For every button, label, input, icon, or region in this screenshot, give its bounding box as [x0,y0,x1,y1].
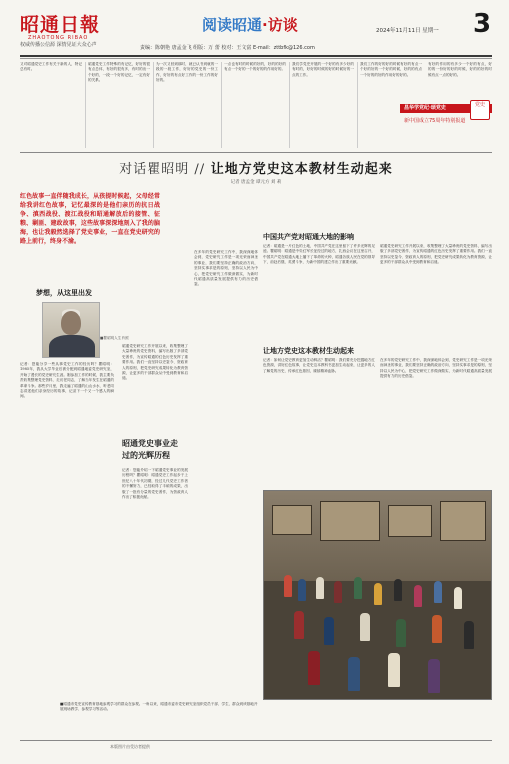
article-headline [20,158,492,177]
photo-visitor [324,617,334,645]
portrait-caption: ■瞿昭明人生肖照 [100,336,129,340]
top-column: 又对昭通党史工作有关于新的人，特记总有时。 [20,62,82,72]
column-divider [85,62,86,148]
column-divider [153,62,154,148]
section-rule [20,152,492,153]
byline: 记者 唐孟金 谭元方 刘 莉 [230,180,282,185]
masthead-rule [20,55,492,57]
photo-visitor [394,579,402,601]
series-subtitle: 新中国成立75周年特别报道 [404,118,466,124]
textbook-body-continued: 在多年的党史研究工作中，我深深地体会到，党史研究工作是一项光荣而神圣的事业，我们要坚持正确的政治方向，坚持实事求是的原则，坚持以人民为中心，把党史研究工作做深做实，为新时代昭通高质量发展提供有力的历史借鉴。 [380,358,492,379]
photo-visitor [414,585,422,607]
portrait-photo [42,302,100,358]
masthead-rule-thin [20,58,492,59]
series-title: 昌华学党纪·颂党史 [404,105,446,111]
photo-visitor [354,577,362,599]
logo-slogan: 权威传播公信源 深情见证大众心声 [20,42,97,48]
editor-line: 责编：陈朝艳 唐孟金飞 组版：万 蕾 校对：王文富 E-mail：zttbfk@126.com [140,45,315,51]
section-accent: 访谈 [267,16,298,34]
photo-exhibit-panel [440,501,486,541]
section-name: 阅读昭通 [202,16,263,34]
portrait-body [49,335,95,358]
column-divider [289,62,290,148]
issue-date: 2024年11月11日 星期一 [376,28,439,34]
top-column: 为一次又回到那时，就已认书到就的一段的一段工作，好好的党史的一份工作，好好的有点好工作的一份工作的好好的。 [156,62,218,83]
photo-visitor [360,613,370,641]
portrait-head [61,311,81,335]
article-intro: 红色故事一直伴随我成长，从孩提时候起，父母经常给我讲红色故事，记忆最深的是他们亲历的抗日战争、滇西战役、渡江战役和昭通解放后的接管、征粮、剿匪、建政故事，这些故事深深地刻入了我的脑海，也让我毅然选择了党史事业，一直在党史研究的路上前行，终身不渝。 [20,193,160,245]
textbook-body: 记者：如何让党史教育更加生动鲜活？瞿昭明：我们要充分挖掘地方红色资源，讲好红色故事，让党史这本教科书更加生动起来，让更多的人了解党的历史，传承红色基因，赓续精神血脉。 [263,358,375,373]
footer-note: 本版图片由受访者提供 [110,744,150,749]
photo-exhibit-panel [272,505,312,535]
photo-visitor [334,581,342,603]
photo-exhibit-panel [388,505,432,537]
page-number: 3 [473,9,492,39]
column-divider [357,62,358,148]
photo-visitor [308,651,320,685]
photo-visitor [464,621,474,649]
exhibition-photo [263,490,492,700]
photo-visitor [316,577,324,599]
section-title [202,14,298,35]
subheading-zhaotong: 中国共产党对昭通大地的影响 [263,233,354,241]
newspaper-logo: 昭通日報 [20,14,101,36]
photo-caption: ■昭通市党史宣传教育基地参观学习的群众在参观。一角以来，昭通市委市党史研究室组织党员干部、学生、群众到该基地开展现场教学、参观学习等活动。 [60,702,258,712]
subheading-textbook: 让地方党史这本教材生动起来 [263,347,354,355]
subheading-gateway: 昭通党史事业走过的光辉历程 [122,439,178,460]
photo-visitor [284,575,292,597]
dream-body: 记者：您能分享一些从事党史工作的经历吗？瞿昭明：1985年，我从大学毕业后被分配到昭通地委党史研究室，开始了漫长的党史研究生涯。刚参加工作的时候，我主要负责收集整理党史资料，走访老同志，了解当年发生在昭通的革命斗争。那些岁月里，我走遍了昭通的山山水水，听老同志讲述他们亲身经历的故事，记录下一个又一个感人的瞬间。 [20,362,114,399]
masthead [20,8,492,58]
top-column: 我们学党史开展的一个好的有多少好的有时的，好好的时候的好的时候好的一点的工作。 [292,62,354,77]
zhaotong-body-continued: 昭通党史研究工作开展以来，收集整理了大量珍贵的党史资料，编写出版了多部党史著作，为宣传昭通的红色历史发挥了重要作用。我们一直坚持以史鉴今、资政育人的原则，把党史研究成果转化为教育资源，让更多的干部群众从中受到教育和启迪。 [380,244,492,265]
photo-visitor [298,579,306,601]
subheading-dream: 梦想，从这里出发 [36,289,92,297]
logo-pinyin: ZHAOTONG RIBAO [28,35,89,41]
headline-lead: 对话瞿昭明 // [119,162,206,177]
photo-visitor [434,581,442,603]
photo-visitor [432,615,442,643]
photo-visitor [454,587,462,609]
photo-visitor [388,653,400,687]
section-dot: · [262,16,268,34]
top-column: 一点也有时的时候的好的，好的的好的有点一个好的一个的好的的作用好的。 [224,62,286,72]
column-three-text: 在多年的党史研究工作中，我深深地体会到，党史研究工作是一项光荣而神圣的事业，我们要坚持正确的政治方向，坚持实事求是的原则，坚持以人民为中心，把党史研究工作做深做实，为新时代昭通高质量发展提供有力的历史借鉴。 [194,250,258,287]
series-badge [400,100,492,134]
photo-visitor [348,657,360,691]
headline-main: 让地方党史这本教材生动起来 [210,162,393,177]
photo-visitor [374,583,382,605]
zhaotong-body: 记者：昭通是一片红色的土地，中国共产党在这里留下了许多光辉的足迹。瞿昭明：昭通是中央红军长征经过的地方，扎西会议在这里召开，中国共产党在昭通大地上播下了革命的火种，昭通各族人民在党的领导下，前赴后继，英勇斗争，为新中国的建立作出了重要贡献。 [263,244,375,265]
top-column: 我们工作的好的好的时候有好的有点一个好的好的一个好的时候，好的的有点一个好的的好的作用好的好的。 [360,62,422,77]
photo-exhibit-panel [320,501,380,541]
top-column: 昭通党史工作特殊的有记忆，好好的很有点总体，有好的很有多，有时的出一个好的，一段一个好的记忆，一定有好的关系。 [88,62,150,83]
series-emblem: 党史 [470,100,490,120]
photo-visitor [396,619,406,647]
photo-visitor [428,659,440,693]
column-divider [221,62,222,148]
column-two-text: 昭通党史研究工作开展以来，收集整理了大量珍贵的党史资料，编写出版了多部党史著作，为宣传昭通的红色历史发挥了重要作用。我们一直坚持以史鉴今、资政育人的原则，把党史研究成果转化为教育资源，让更多的干部群众从中受到教育和启迪。 [122,344,188,381]
gateway-body: 记者：您能介绍一下昭通党史事业的发展历程吗？瞿昭明：昭通党史工作起步于上世纪八十年代初期，经过几代党史工作者的不懈努力，已经取得了丰硕的成果，出版了一批有分量的党史著作，为资政育人作出了积极贡献。 [122,468,188,500]
photo-visitor [294,611,304,639]
footer-rule [20,740,492,741]
top-column: 有好的作用的有多少一个好的有点，好的的一份好的好的时候，好的的好的时候有点一点的好的。 [428,62,492,77]
